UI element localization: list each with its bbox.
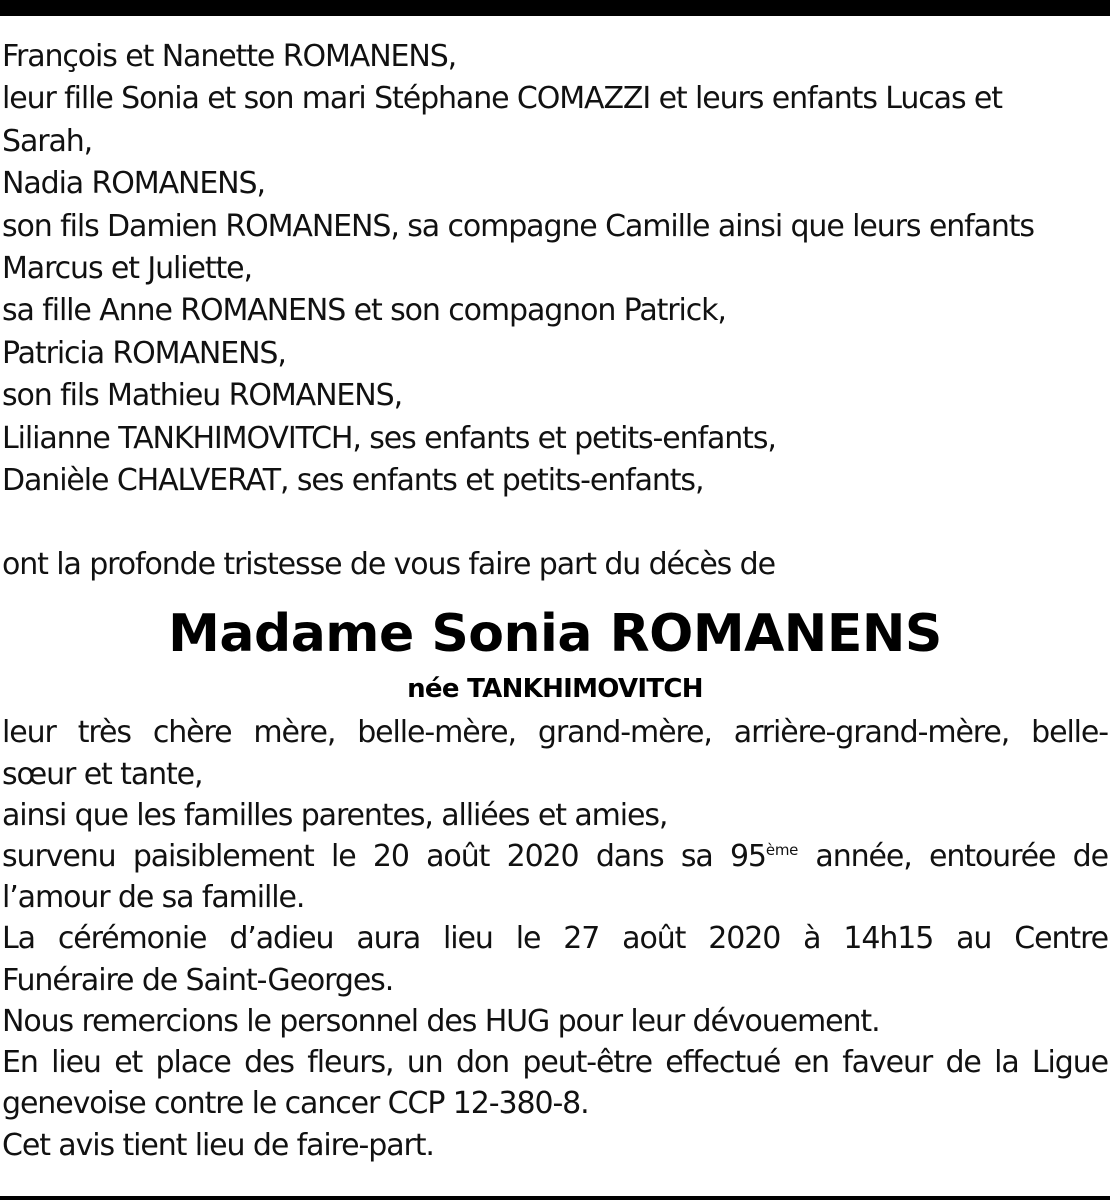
maiden-name: née TANKHIMOVITCH: [407, 674, 703, 705]
body-line: ainsi que les familles parentes, alliées et amies,: [2, 797, 668, 833]
family-line: leur fille Sonia et son mari Stéphane COMAZZI et leurs enfants Lucas et: [2, 81, 1002, 117]
body-line: leur très chère mère, belle-mère, grand-mère, arrière-grand-mère, belle-: [2, 715, 1108, 751]
family-line: son fils Damien ROMANENS, sa compagne Camille ainsi que leurs enfants: [2, 208, 1034, 244]
body-line: Nous remercions le personnel des HUG pour leur dévouement.: [2, 1003, 880, 1039]
family-list: [2, 36, 1108, 502]
body-line: Cet avis tient lieu de faire-part.: [2, 1127, 434, 1163]
body-line: Funéraire de Saint-Georges.: [2, 962, 394, 998]
notice-body: [2, 712, 1108, 1165]
deceased-name: Madame Sonia ROMANENS: [168, 604, 942, 665]
body-line-ceremony: La cérémonie d’adieu aura lieu le 27 août 2020 à 14h15 au Centre: [2, 921, 1108, 957]
bottom-border-rule: [0, 1196, 1110, 1200]
body-line: l’amour de sa famille.: [2, 880, 305, 916]
body-line-passing: [2, 836, 1108, 877]
family-line: son fils Mathieu ROMANENS,: [2, 378, 402, 414]
paragraph-spacer: [2, 502, 1108, 544]
top-border-rule: [0, 0, 1110, 16]
family-line: Nadia ROMANENS,: [2, 166, 265, 202]
family-line: François et Nanette ROMANENS,: [2, 39, 457, 74]
obituary-notice: [2, 36, 1108, 1166]
ordinal-suffix: ème: [765, 841, 799, 860]
passing-rest-text: année, entourée de: [798, 839, 1108, 875]
family-line: sa fille Anne ROMANENS et son compagnon Patrick,: [2, 293, 726, 329]
family-line: Marcus et Juliette,: [2, 251, 252, 287]
family-line: Patricia ROMANENS,: [2, 335, 286, 371]
passing-date-text: survenu paisiblement le 20 août 2020 dans sa 95: [2, 839, 766, 875]
family-line: Danièle CHALVERAT, ses enfants et petits-enfants,: [2, 463, 704, 499]
announcement-text: ont la profonde tristesse de vous faire part du décès de: [2, 547, 775, 583]
body-line: sœur et tante,: [2, 756, 203, 792]
body-line: genevoise contre le cancer CCP 12-380-8.: [2, 1086, 589, 1122]
family-line: Sarah,: [2, 123, 93, 159]
body-line-donation: En lieu et place des fleurs, un don peut-être effectué en faveur de la Ligue: [2, 1045, 1108, 1081]
family-line: Lilianne TANKHIMOVITCH, ses enfants et petits-enfants,: [2, 420, 776, 456]
